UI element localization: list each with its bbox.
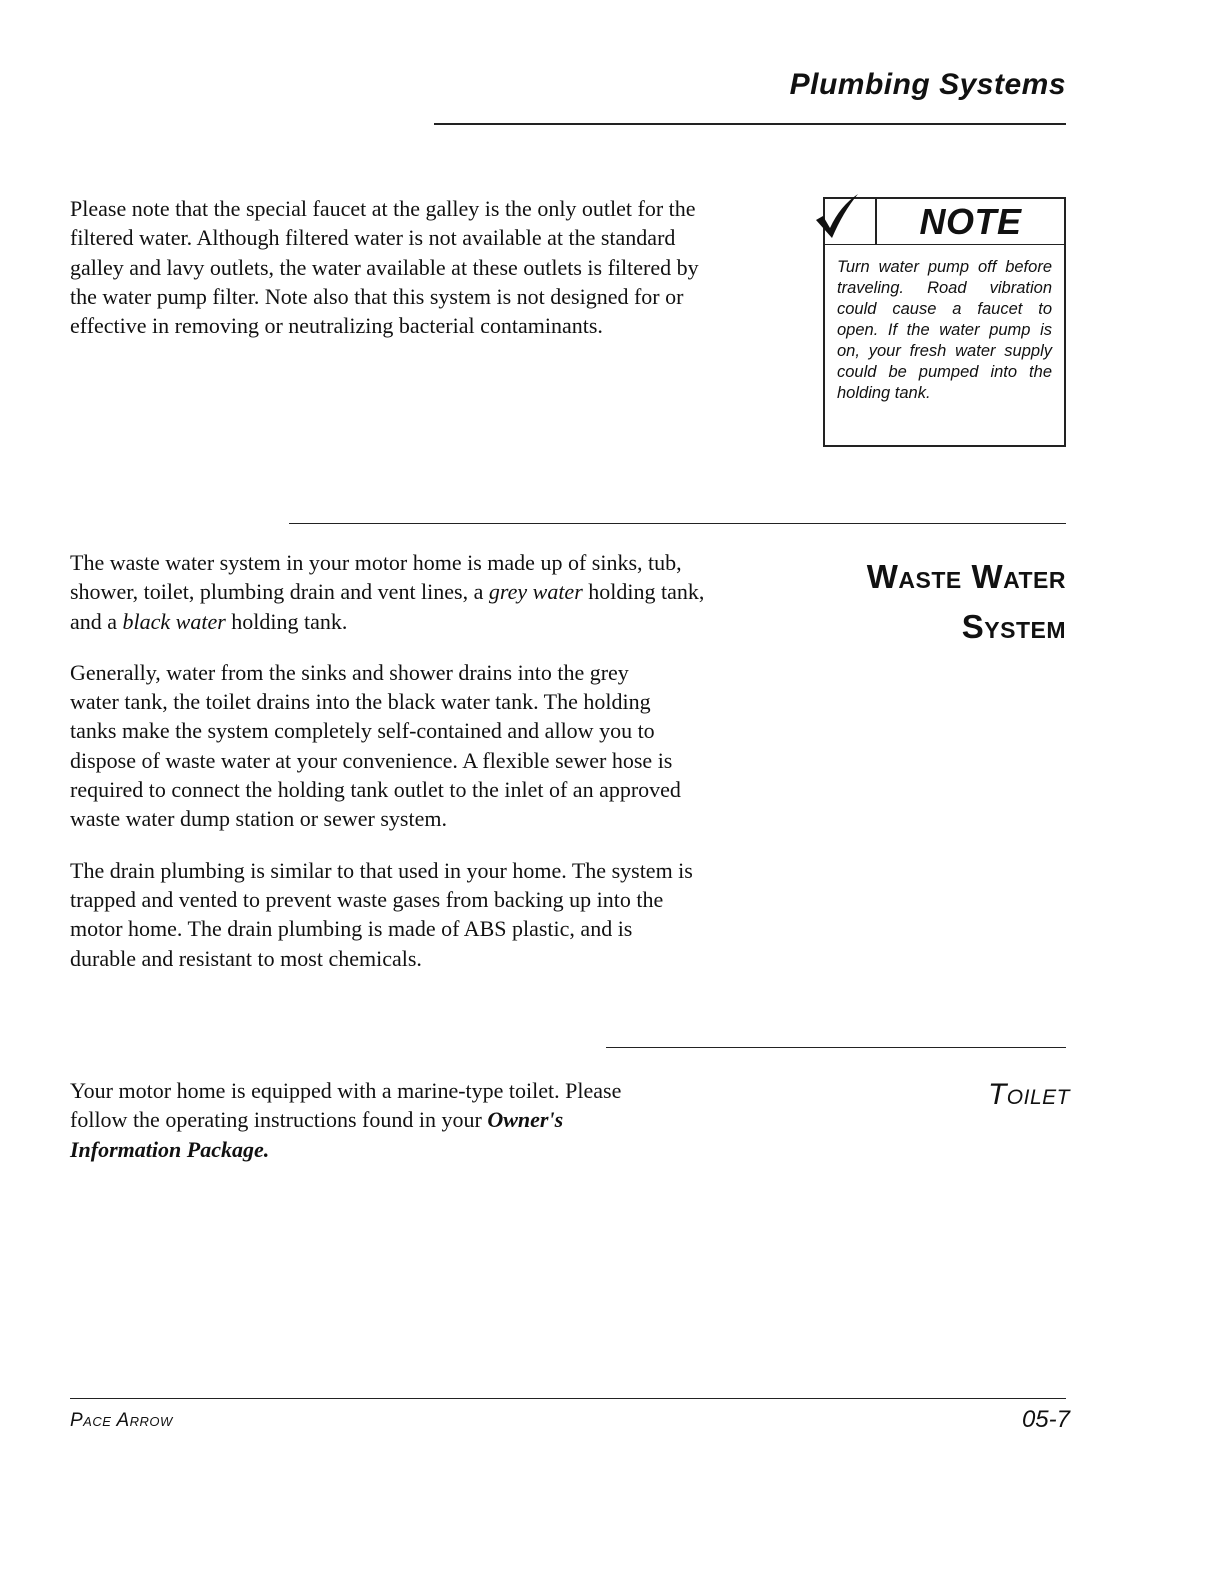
page-title-text: Plumbing Systems [789,68,1066,101]
toilet-body [70,1076,670,1164]
waste-water-p1-text2: holding tank, and a [70,579,705,634]
waste-water-body [70,548,710,973]
grey-water-term: grey water [488,579,583,605]
waste-water-paragraph-3: The drain plumbing is similar to that used in your home. The system is trapped and vented to prevent waste gases from backing up into the motor home. The drain plumbing is made of ABS plastic, and is durable and resistant to most chemicals. [70,857,693,971]
waste-water-rule [289,523,1066,524]
page-title [790,68,1066,102]
waste-water-heading-line2: System [961,608,1066,645]
toilet-text-end: . [263,1136,270,1162]
toilet-rule [606,1047,1066,1048]
footer-page-number: 05-7 [1021,1406,1070,1433]
black-water-term: black water [122,608,226,634]
note-label: NOTE [919,201,1022,242]
waste-water-paragraph-1 [70,548,710,636]
toilet-paragraph [70,1076,670,1164]
footer-product-name: Pace Arrow [70,1410,173,1431]
waste-water-heading [867,552,1066,652]
waste-water-heading-line1: Waste Water [866,558,1066,595]
checkmark-icon [810,190,862,242]
header-rule [434,123,1066,125]
owners-information-package: Owner's Information Package [70,1107,564,1162]
waste-water-p1-text3: holding tank. [231,608,348,634]
note-text: Turn water pump off before traveling. Road vibration could cause a faucet to open. If the water pump is on, your fresh water supply could be pumped into the holding tank. [837,258,1052,402]
toilet-heading: Toilet [987,1078,1070,1111]
waste-water-p1-text1: The waste water system in your motor home is made up of sinks, tub, shower, toilet, plumbing drain and vent lines, a [70,550,682,605]
toilet-text: Your motor home is equipped with a marine-type toilet. Please follow the operating instructions found in your [70,1078,622,1133]
waste-water-paragraph-2: Generally, water from the sinks and shower drains into the grey water tank, the toilet drains into the black water tank. The holding tanks make the system completely self-contained and allow you to dispose of waste water at your convenience. A flexible sewer hose is required to connect the holding tank outlet to the inlet of an approved waste water dump station or sewer system. [70,659,681,832]
footer-rule [70,1398,1066,1399]
filtered-water-section [70,194,700,340]
filtered-water-paragraph: Please note that the special faucet at the galley is the only outlet for the filtered water. Although filtered water is not available at the standard galley and lavy outlets, the water available at these outlets is filtered by the water pump filter. Note also that this system is not designed for or effective in removing or neutralizing bacterial contaminants. [70,196,699,339]
